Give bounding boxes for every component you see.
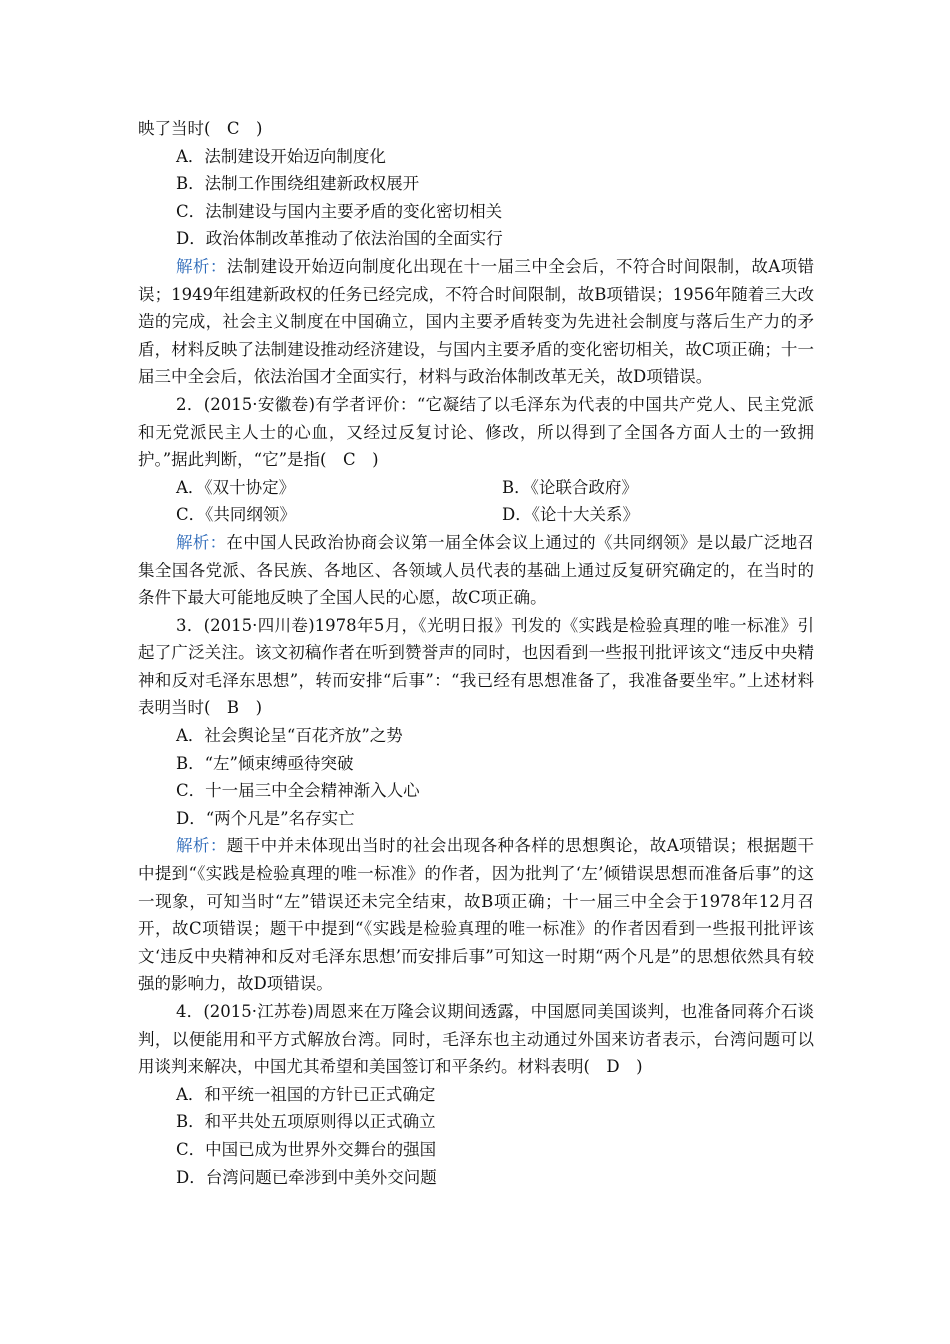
q3-option-a: A．社会舆论呈“百花齐放”之势	[176, 726, 403, 746]
q2-option-c: C．《共同纲领》	[176, 505, 296, 525]
q1-analysis-label: 解析：	[176, 256, 227, 276]
q3-option-c: C．十一届三中全会精神渐入人心	[176, 781, 420, 801]
q3-stem: 3．(2015·四川卷)1978年5月，《光明日报》刊发的《实践是检验真理的唯一标准》引起了广泛关注。该文初稿作者在听到赞誉声的同时，也因看到一些报刊批评该文“违反中央精神和反对毛泽东思想”，转而安排“后事”：“我已经有思想准备了，我准备要坐牢。”上述材料表明当时( B )	[138, 615, 814, 718]
q1-option-c: C．法制建设与国内主要矛盾的变化密切相关	[176, 201, 503, 221]
question-column	[138, 115, 814, 1191]
q4-option-a: A．和平统一祖国的方针已正式确定	[176, 1084, 436, 1104]
q2-analysis-label: 解析：	[176, 532, 227, 552]
q1-analysis-text: 法制建设开始迈向制度化出现在十一届三中全会后，不符合时间限制，故A项错误；1949年组建新政权的任务已经完成，不符合时间限制，故B项错误；1956年随着三大改造的完成，社会主义制度在中国确立，国内主要矛盾转变为先进社会制度与落后生产力的矛盾，材料反映了法制建设推动经济建设，与国内主要矛盾的变化密切相关，故C项正确；十一届三中全会后，依法治国才全面实行，材料与政治体制改革无关，故D项错误。	[138, 256, 814, 387]
q2-option-a: A．《双十协定》	[176, 477, 296, 497]
q4-stem: 4．(2015·江苏卷)周恩来在万隆会议期间透露，中国愿同美国谈判，也准备同蒋介石谈判，以便能用和平方式解放台湾。同时，毛泽东也主动通过外国来访者表示，台湾问题可以用谈判来解决，中国尤其希望和美国签订和平条约。材料表明( D )	[138, 1002, 814, 1077]
q3-analysis-text: 题干中并未体现出当时的社会出现各种各样的思想舆论，故A项错误；根据题干中提到“《实践是检验真理的唯一标准》的作者，因为批判了‘左’倾错误思想而准备后事”的这一现象，可知当时“左”错误还未完全结束，故B项正确；十一届三中全会于1978年12月召开，故C项错误；题干中提到“《实践是检验真理的唯一标准》的作者因看到一些报刊批评该文‘违反中央精神和反对毛泽东思想’而安排后事”可知这一时期“两个凡是”的思想依然具有较强的影响力，故D项错误。	[138, 836, 814, 994]
q4-option-b: B．和平共处五项原则得以正式确立	[176, 1112, 436, 1132]
q2-analysis-text: 在中国人民政治协商会议第一届全体会议上通过的《共同纲领》是以最广泛地召集全国各党派、各民族、各地区、各领域人员代表的基础上通过反复研究确定的，在当时的条件下最大可能地反映了全国人民的心愿，故C项正确。	[138, 532, 815, 608]
q1-stem-tail: 映了当时( C )	[138, 119, 263, 138]
q2-options-row-1	[138, 474, 814, 502]
q2-option-b: B．《论联合政府》	[502, 477, 638, 497]
q2-option-d: D．《论十大关系》	[502, 505, 639, 525]
q4-option-c: C．中国已成为世界外交舞台的强国	[176, 1139, 437, 1159]
q1-option-a: A．法制建设开始迈向制度化	[176, 146, 386, 166]
q1-option-d: D．政治体制改革推动了依法治国的全面实行	[176, 229, 503, 249]
q1-option-b: B．法制工作围绕组建新政权展开	[176, 174, 420, 194]
q1-analysis	[138, 253, 814, 391]
q3-analysis-label: 解析：	[176, 836, 227, 856]
q2-analysis	[138, 529, 814, 612]
q3-analysis	[138, 832, 814, 998]
q3-option-d: D．“两个凡是”名存实亡	[176, 808, 355, 828]
q3-option-b: B．“左”倾束缚亟待突破	[176, 753, 354, 773]
q2-stem: 2．(2015·安徽卷)有学者评价：“它凝结了以毛泽东为代表的中国共产党人、民主党派和无党派民主人士的心血，又经过反复讨论、修改，所以得到了全国各方面人士的一致拥护。”据此判断，“它”是指( C )	[138, 394, 814, 470]
q2-options-row-2	[138, 501, 814, 529]
q4-option-d: D．台湾问题已牵涉到中美外交问题	[176, 1167, 437, 1187]
